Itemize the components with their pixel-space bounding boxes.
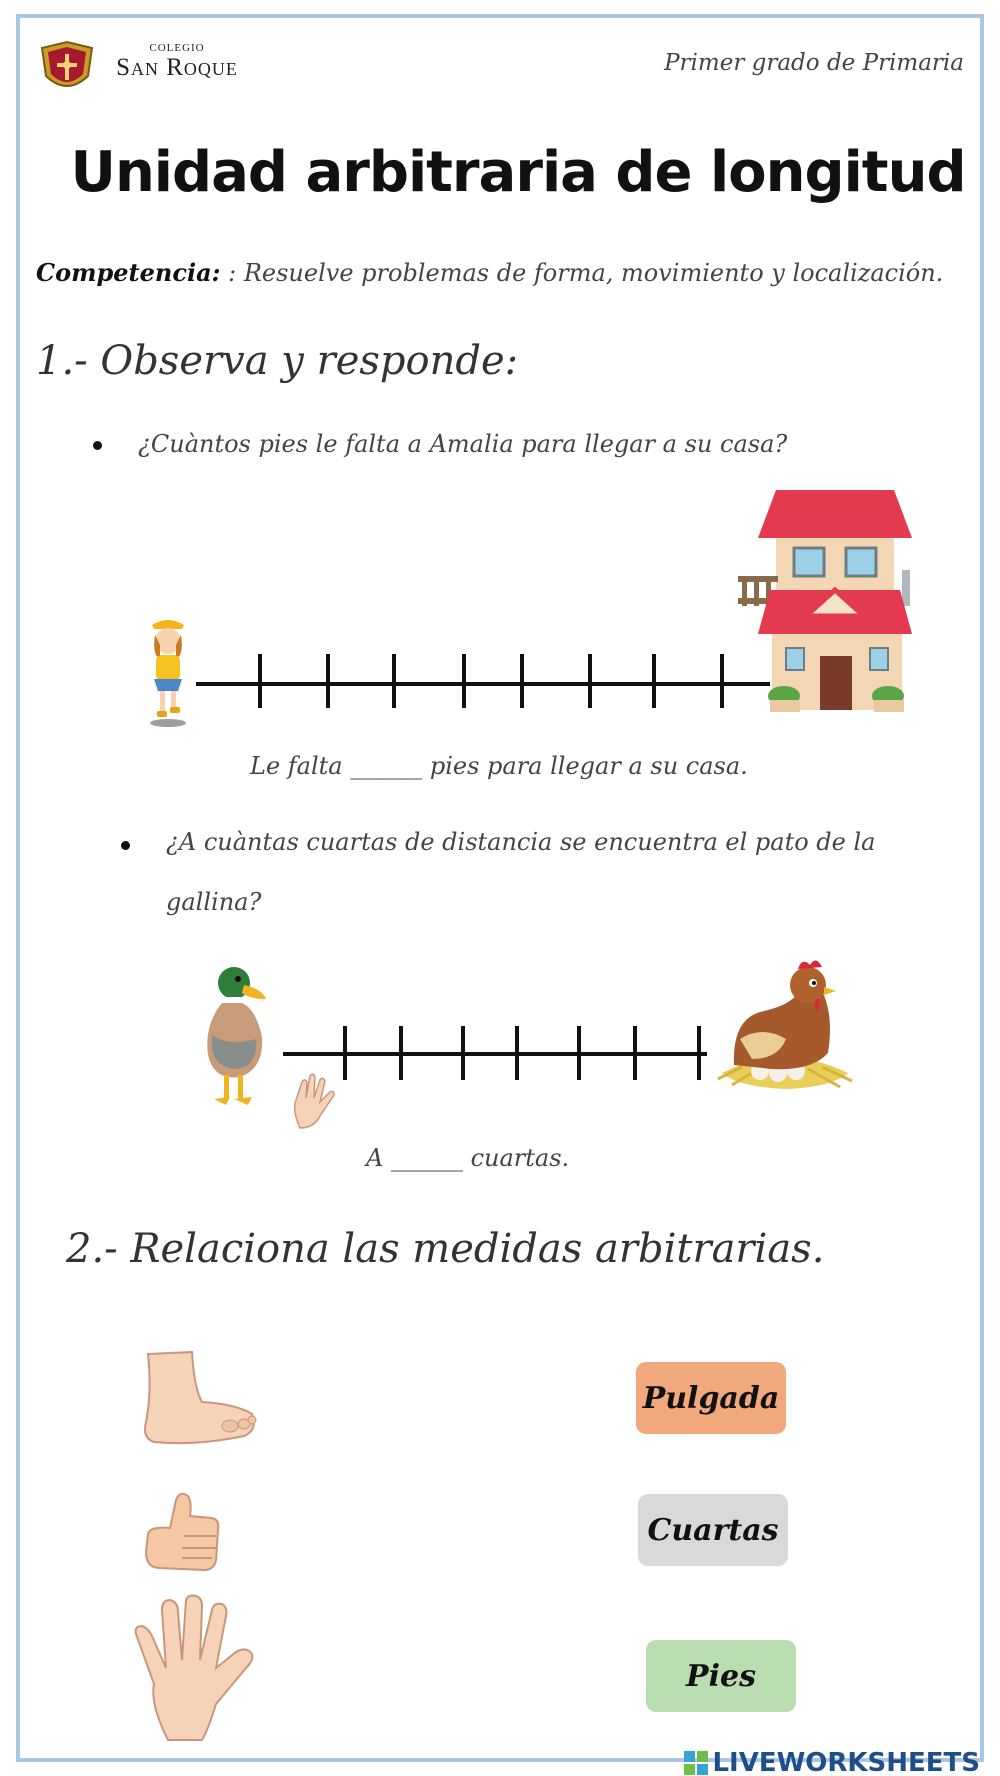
question-1: ¿Cuàntos pies le falta a Amalia para llegar a su casa? <box>138 430 788 458</box>
question-2-line1: ¿A cuàntas cuartas de distancia se encuentra el pato de la <box>166 828 876 856</box>
label-cuartas[interactable]: Cuartas <box>638 1494 788 1566</box>
hen-icon <box>712 955 858 1101</box>
section2-heading: 2.- Relaciona las medidas arbitrarias. <box>66 1226 825 1272</box>
girl-icon <box>140 615 196 730</box>
grade-label: Primer grado de Primaria <box>664 50 964 76</box>
bullet-dot <box>93 441 102 450</box>
competencia-line <box>36 258 943 287</box>
school-name <box>102 42 252 82</box>
school-big-label: San Roque <box>116 54 238 81</box>
competencia-text: : Resuelve problemas de forma, movimiento y localización. <box>220 259 944 287</box>
ruler-cuartas <box>283 1022 707 1082</box>
question-2-line2: gallina? <box>166 888 262 916</box>
section1-heading: 1.- Observa y responde: <box>36 338 519 384</box>
hand-small-icon <box>282 1070 342 1132</box>
house-icon <box>736 486 922 714</box>
answer-line-2: A ______ cuartas. <box>366 1144 570 1172</box>
liveworksheets-logo-icon <box>684 1751 708 1775</box>
bullet-dot <box>121 841 130 850</box>
page-title: Unidad arbitraria de longitud <box>70 140 966 205</box>
liveworksheets-text: LIVEWORKSHEETS <box>712 1748 980 1776</box>
hand-icon <box>128 1594 258 1742</box>
foot-icon <box>140 1348 258 1448</box>
label-pulgada[interactable]: Pulgada <box>636 1362 786 1434</box>
thumb-icon <box>140 1488 228 1576</box>
competencia-label: Competencia: <box>36 258 221 287</box>
label-pies[interactable]: Pies <box>646 1640 796 1712</box>
duck-icon <box>200 965 274 1115</box>
school-small-label: COLEGIO <box>149 42 205 54</box>
liveworksheets-brand <box>684 1748 980 1776</box>
school-crest-icon <box>36 40 98 98</box>
answer-line-1: Le falta ______ pies para llegar a su casa. <box>250 752 748 780</box>
ruler-feet <box>196 650 770 710</box>
